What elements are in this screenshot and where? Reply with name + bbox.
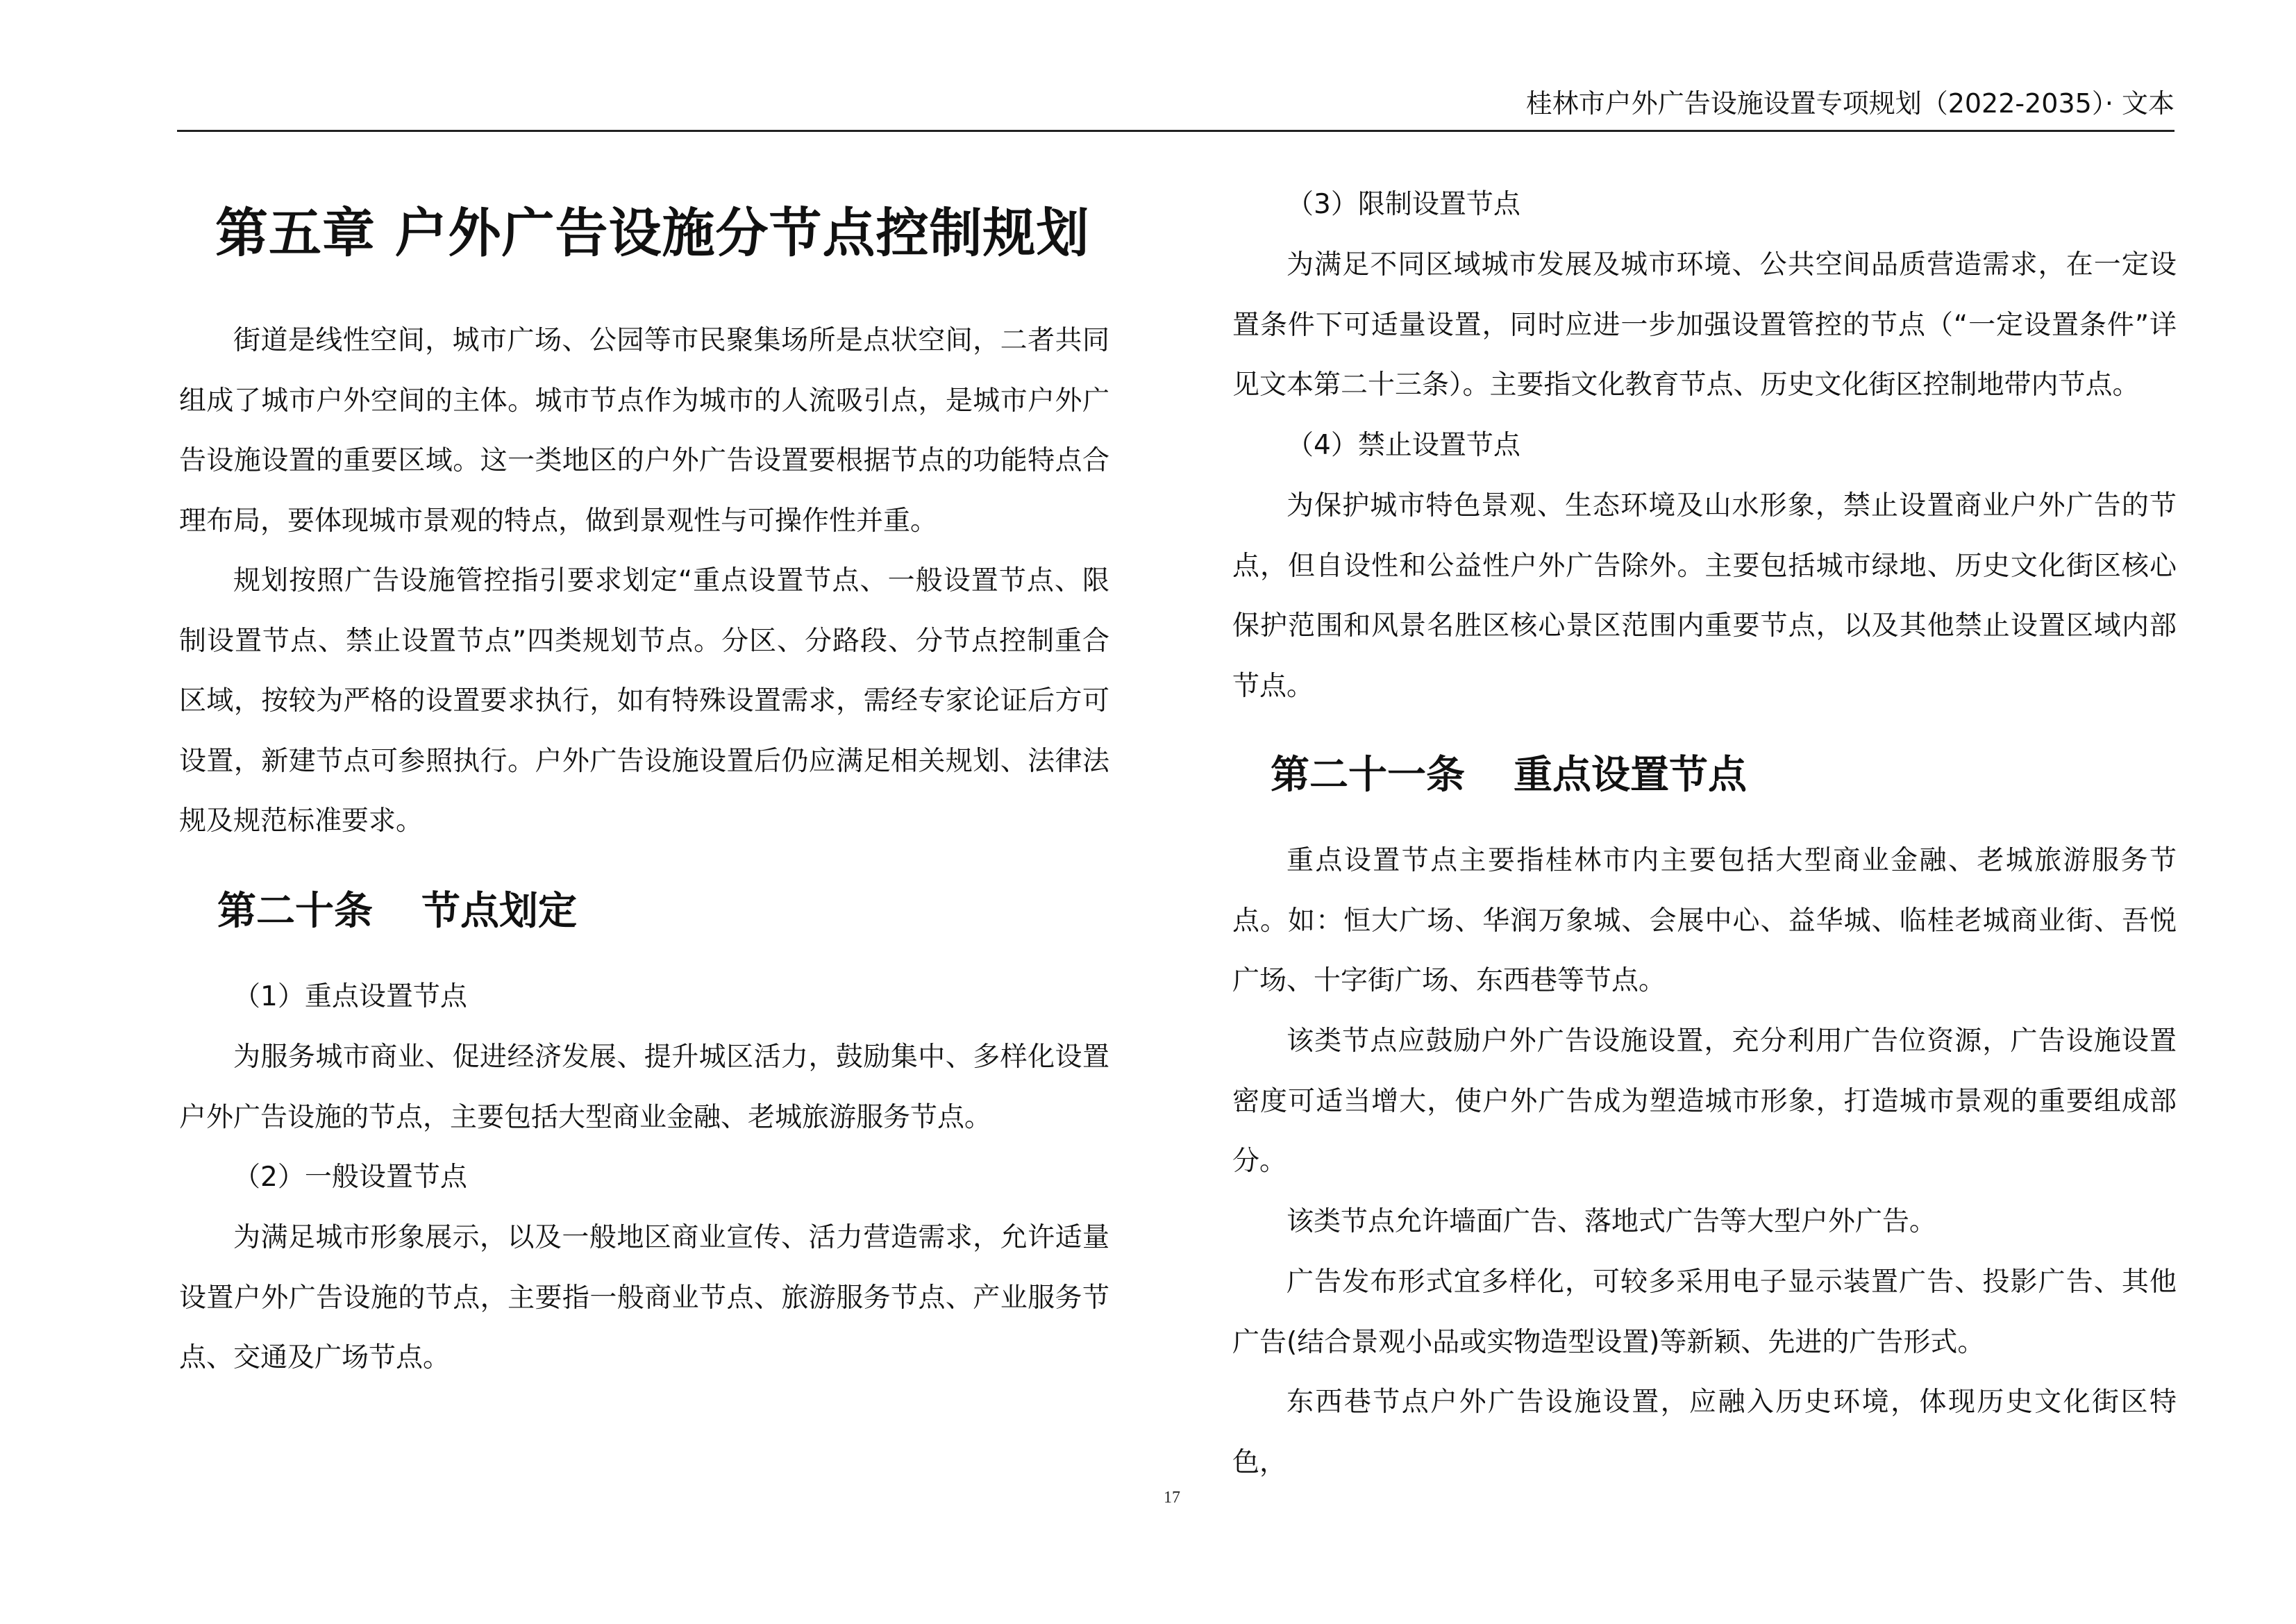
article-21-paragraph-5: 东西巷节点户外广告设施设置，应融入历史环境，体现历史文化街区特色， xyxy=(1232,1387,2177,1478)
item-3-text: 为满足不同区域城市发展及城市环境、公共空间品质营造需求，在一定设置条件下可适量设置，同时应进一步加强设置管控的节点（“一定设置条件”详见文本第二十三条）。主要指文化教育节点、历史文化街区控制地带内节点。 xyxy=(1232,249,2177,401)
intro-paragraph-1: 街道是线性空间，城市广场、公园等市民聚集场所是点状空间，二者共同组成了城市户外空间的主体。城市节点作为城市的人流吸引点，是城市户外广告设施设置的重要区域。这一类地区的户外广告设置要根据节点的功能特点合理布局，要体现城市景观的特点，做到景观性与可操作性并重。 xyxy=(179,325,1109,537)
intro-paragraph-2: 规划按照广告设施管控指引要求划定“重点设置节点、一般设置节点、限制设置节点、禁止设置节点”四类规划节点。分区、分路段、分节点控制重合区域，按较为严格的设置要求执行，如有特殊设置需求，需经专家论证后方可设置，新建节点可参照执行。户外广告设施设置后仍应满足相关规划、法律法规及规范标准要求。 xyxy=(179,565,1109,837)
header-divider xyxy=(177,130,2175,132)
running-header-title: 桂林市户外广告设施设置专项规划（2022-2035）· 文本 xyxy=(1525,88,2175,119)
article-20-number: 第二十条 xyxy=(217,889,373,934)
article-21-paragraph-4: 广告发布形式宜多样化，可较多采用电子显示装置广告、投影广告、其他广告(结合景观小品或实物造型设置)等新颖、先进的广告形式。 xyxy=(1232,1266,2177,1358)
article-21-paragraph-2: 该类节点应鼓励户外广告设施设置，充分利用广告位资源，广告设施设置密度可适当增大，使户外广告成为塑造城市形象，打造城市景观的重要组成部分。 xyxy=(1232,1026,2177,1177)
item-4-heading: （4）禁止设置节点 xyxy=(1287,430,1520,461)
item-2-heading: （2）一般设置节点 xyxy=(233,1162,467,1193)
chapter-title: 第五章 户外广告设施分节点控制规划 xyxy=(215,202,1090,264)
article-21-heading xyxy=(1271,751,1747,800)
item-4-text: 为保护城市特色景观、生态环境及山水形象，禁止设置商业户外广告的节点，但自设性和公益性户外广告除外。主要包括城市绿地、历史文化街区核心保护范围和风景名胜区核心景区范围内重要节点，以及其他禁止设置区域内部节点。 xyxy=(1232,490,2177,702)
page-number: 17 xyxy=(1164,1489,1180,1507)
item-1-heading: （1）重点设置节点 xyxy=(233,981,467,1012)
article-21-title: 重点设置节点 xyxy=(1514,753,1747,798)
item-3-heading: （3）限制设置节点 xyxy=(1287,189,1520,220)
article-21-paragraph-3: 该类节点允许墙面广告、落地式广告等大型户外广告。 xyxy=(1287,1206,1937,1237)
article-20-title: 节点划定 xyxy=(421,889,577,934)
item-2-text: 为满足城市形象展示，以及一般地区商业宣传、活力营造需求，允许适量设置户外广告设施的节点，主要指一般商业节点、旅游服务节点、产业服务节点、交通及广场节点。 xyxy=(179,1222,1109,1373)
article-20-heading xyxy=(217,887,577,936)
article-21-number: 第二十一条 xyxy=(1271,753,1465,798)
article-21-paragraph-1: 重点设置节点主要指桂林市内主要包括大型商业金融、老城旅游服务节点。如：恒大广场、华润万象城、会展中心、益华城、临桂老城商业街、吾悦广场、十字街广场、东西巷等节点。 xyxy=(1232,845,2177,996)
item-1-text: 为服务城市商业、促进经济发展、提升城区活力，鼓励集中、多样化设置户外广告设施的节点，主要包括大型商业金融、老城旅游服务节点。 xyxy=(179,1041,1109,1133)
